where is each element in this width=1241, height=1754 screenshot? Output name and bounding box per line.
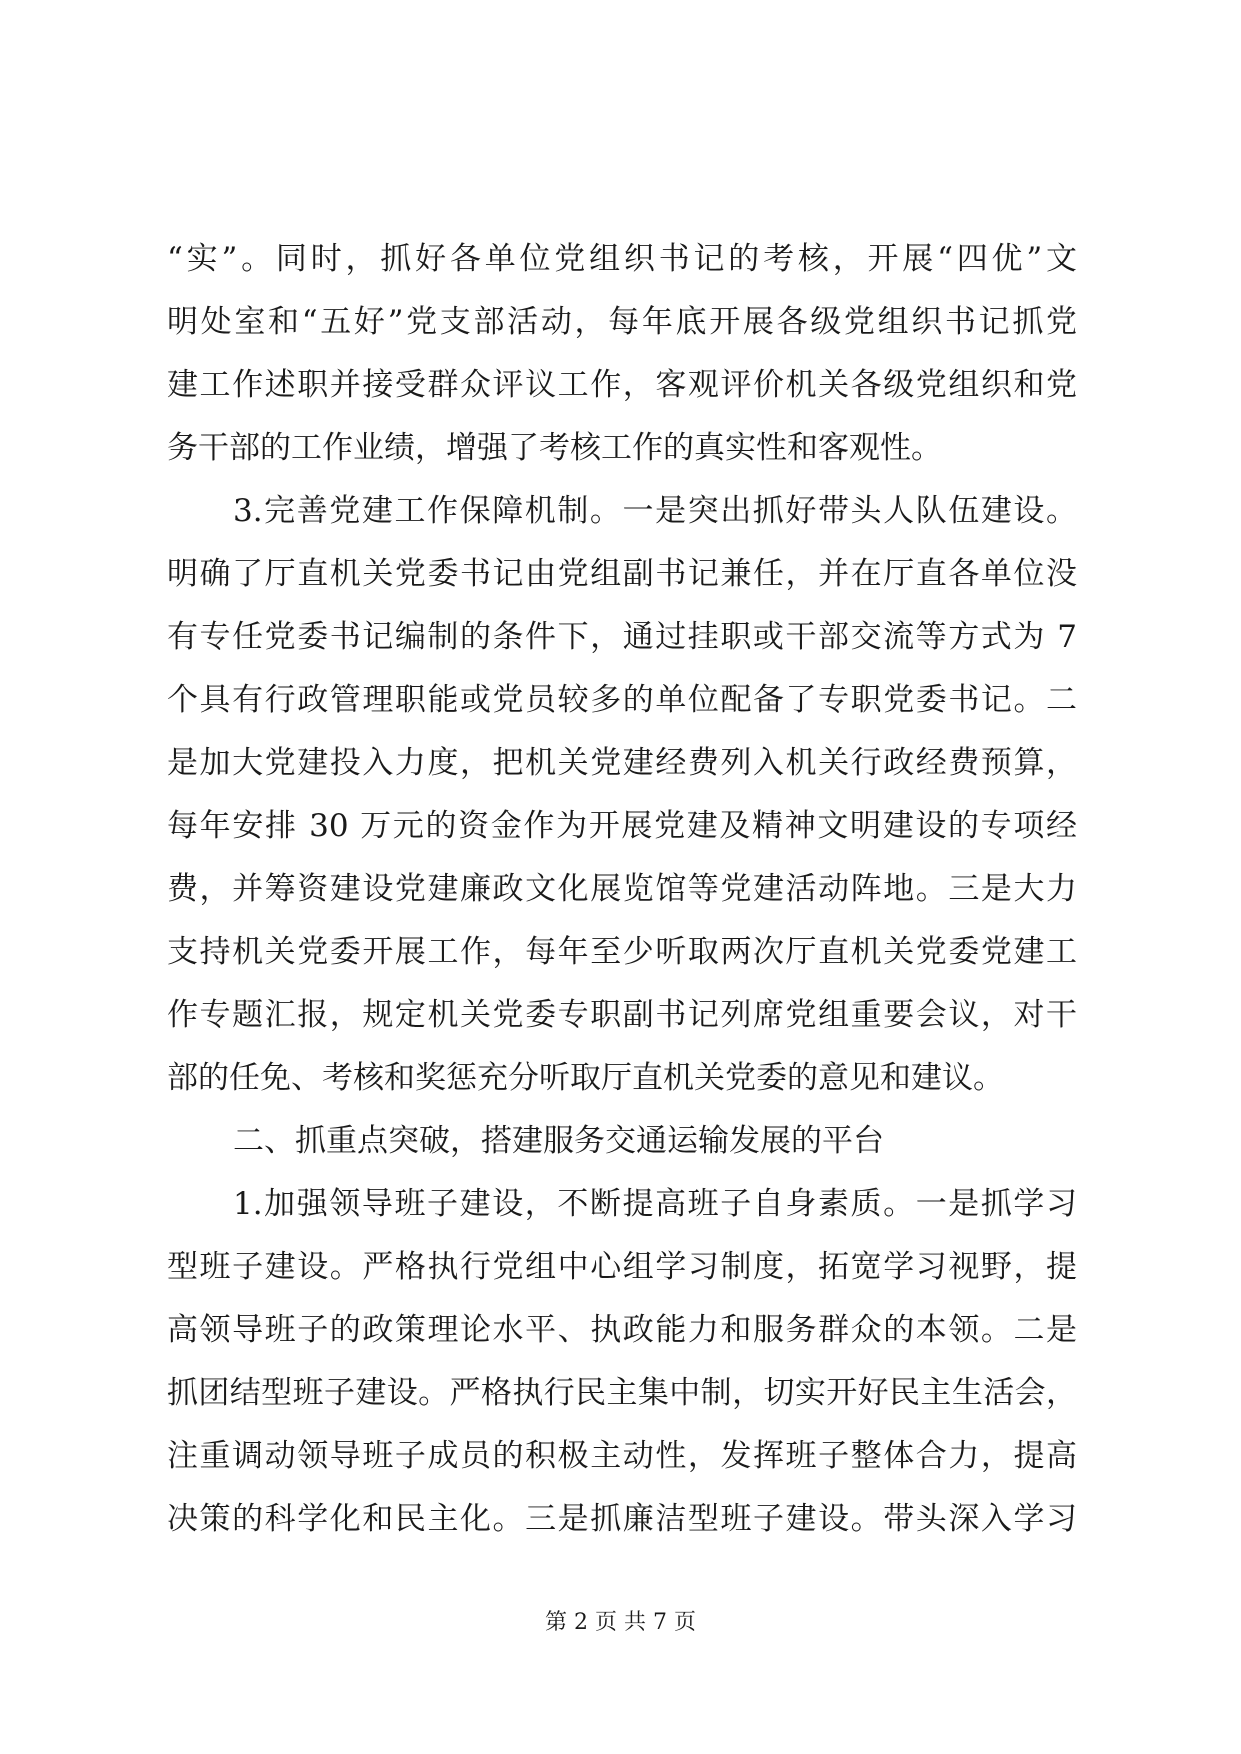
text-line: 每年安排 30 万元的资金作为开展党建及精神文明建设的专项经 <box>167 808 1077 844</box>
text-line: 二、抓重点突破，搭建服务交通运输发展的平台 <box>233 1123 884 1159</box>
text-line: 有专任党委书记编制的条件下，通过挂职或干部交流等方式为 7 <box>167 619 1077 655</box>
text-line: 3.完善党建工作保障机制。一是突出抓好带头人队伍建设。 <box>233 493 1077 529</box>
text-line: 务干部的工作业绩，增强了考核工作的真实性和客观性。 <box>167 430 942 466</box>
text-line: 明处室和“五好”党支部活动，每年底开展各级党组织书记抓党 <box>167 304 1077 340</box>
text-line: 抓团结型班子建设。严格执行民主集中制，切实开好民主生活会， <box>167 1375 1077 1411</box>
text-line: 是加大党建投入力度，把机关党建经费列入机关行政经费预算， <box>167 745 1077 781</box>
text-line: 注重调动领导班子成员的积极主动性，发挥班子整体合力，提高 <box>167 1438 1077 1474</box>
page-footer: 第 2 页 共 7 页 <box>545 1610 696 1635</box>
text-line: 明确了厅直机关党委书记由党组副书记兼任，并在厅直各单位没 <box>167 556 1077 592</box>
text-line: 费，并筹资建设党建廉政文化展览馆等党建活动阵地。三是大力 <box>167 871 1077 907</box>
text-line: 决策的科学化和民主化。三是抓廉洁型班子建设。带头深入学习 <box>167 1501 1077 1537</box>
text-line: 1.加强领导班子建设，不断提高班子自身素质。一是抓学习 <box>233 1186 1077 1222</box>
text-line: 高领导班子的政策理论水平、执政能力和服务群众的本领。二是 <box>167 1312 1077 1348</box>
text-line: “实”。同时，抓好各单位党组织书记的考核，开展“四优”文 <box>167 241 1077 277</box>
text-line: 部的任免、考核和奖惩充分听取厅直机关党委的意见和建议。 <box>167 1060 1004 1096</box>
text-line: 个具有行政管理职能或党员较多的单位配备了专职党委书记。二 <box>167 682 1077 718</box>
text-line: 型班子建设。严格执行党组中心组学习制度，拓宽学习视野，提 <box>167 1249 1077 1285</box>
document-body <box>167 228 1077 1551</box>
text-line: 作专题汇报，规定机关党委专职副书记列席党组重要会议，对干 <box>167 997 1077 1033</box>
text-line: 支持机关党委开展工作，每年至少听取两次厅直机关党委党建工 <box>167 934 1077 970</box>
text-line: 建工作述职并接受群众评议工作，客观评价机关各级党组织和党 <box>167 367 1077 403</box>
